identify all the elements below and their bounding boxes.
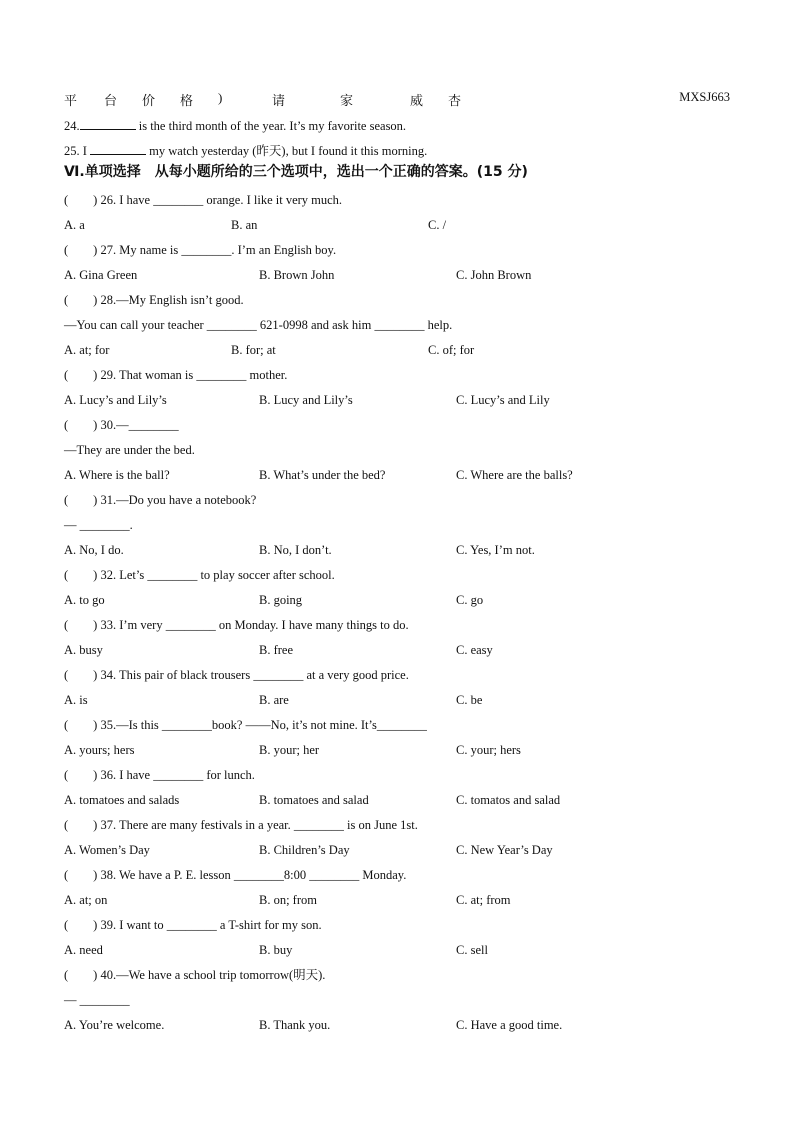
question-27: ( ) 27. My name is ________. I’m an English boy.	[64, 243, 337, 257]
option-b[interactable]: B. What’s under the bed?	[259, 468, 386, 482]
option-c[interactable]: C. easy	[456, 643, 493, 657]
option-c[interactable]: C. Where are the balls?	[456, 468, 573, 482]
option-a[interactable]: A. Gina Green	[64, 268, 138, 282]
option-b[interactable]: B. going	[259, 593, 303, 607]
option-a[interactable]: A. at; on	[64, 893, 108, 907]
header-char: 威	[410, 93, 424, 108]
option-b[interactable]: B. your; her	[259, 743, 320, 757]
question-28-response: —You can call your teacher ________ 621-0998 and ask him ________ help.	[64, 318, 453, 332]
option-c[interactable]: C. your; hers	[456, 743, 521, 757]
option-a[interactable]: A. busy	[64, 643, 103, 657]
option-a[interactable]: A. at; for	[64, 343, 110, 357]
item-number: 25. I	[64, 144, 91, 158]
answer-blank[interactable]	[80, 117, 136, 130]
option-c[interactable]: C. at; from	[456, 893, 511, 907]
question-34: ( ) 34. This pair of black trousers ________ at a very good price.	[64, 668, 409, 682]
option-a[interactable]: A. Lucy’s and Lily’s	[64, 393, 167, 407]
option-c[interactable]: C. John Brown	[456, 268, 532, 282]
option-a[interactable]: A. You’re welcome.	[64, 1018, 165, 1032]
option-b[interactable]: B. buy	[259, 943, 293, 957]
option-c[interactable]: C. be	[456, 693, 483, 707]
header-char: 平	[64, 93, 78, 108]
question-31-response: — ________.	[64, 518, 133, 532]
option-c[interactable]: C. go	[456, 593, 484, 607]
option-a[interactable]: A. No, I do.	[64, 543, 124, 557]
option-b[interactable]: B. free	[259, 643, 294, 657]
header-char: )	[218, 90, 223, 105]
option-a[interactable]: A. yours; hers	[64, 743, 135, 757]
document-code: MXSJ663	[679, 90, 730, 104]
fill-item-25	[64, 142, 427, 159]
question-32: ( ) 32. Let’s ________ to play soccer after school.	[64, 568, 335, 582]
fill-item-24	[64, 117, 406, 134]
option-b[interactable]: B. for; at	[231, 343, 276, 357]
question-40: ( ) 40.—We have a school trip tomorrow(明天).	[64, 968, 326, 982]
question-36: ( ) 36. I have ________ for lunch.	[64, 768, 255, 782]
question-30: ( ) 30.—________	[64, 418, 179, 432]
header-char: 杏	[448, 93, 462, 108]
option-c[interactable]: C. Lucy’s and Lily	[456, 393, 550, 407]
option-c[interactable]: C. Yes, I’m not.	[456, 543, 535, 557]
option-a[interactable]: A. a	[64, 218, 85, 232]
item-number: 24.	[64, 119, 80, 133]
question-29: ( ) 29. That woman is ________ mother.	[64, 368, 288, 382]
option-c[interactable]: C. sell	[456, 943, 488, 957]
option-a[interactable]: A. need	[64, 943, 103, 957]
header-char: 价	[142, 93, 156, 108]
question-30-response: —They are under the bed.	[64, 443, 195, 457]
answer-blank[interactable]	[90, 142, 146, 155]
option-c[interactable]: C. Have a good time.	[456, 1018, 563, 1032]
option-b[interactable]: B. Brown John	[259, 268, 335, 282]
question-38: ( ) 38. We have a P. E. lesson ________8:00 ________ Monday.	[64, 868, 407, 882]
question-35: ( ) 35.—Is this ________book? ——No, it’s not mine. It’s________	[64, 718, 427, 732]
header-char: 家	[340, 93, 354, 108]
option-c[interactable]: C. New Year’s Day	[456, 843, 553, 857]
option-a[interactable]: A. Where is the ball?	[64, 468, 170, 482]
option-b[interactable]: B. Children’s Day	[259, 843, 350, 857]
question-26: ( ) 26. I have ________ orange. I like it very much.	[64, 193, 343, 207]
question-28: ( ) 28.—My English isn’t good.	[64, 293, 244, 307]
option-a[interactable]: A. to go	[64, 593, 105, 607]
question-37: ( ) 37. There are many festivals in a year. ________ is on June 1st.	[64, 818, 418, 832]
page-header	[64, 90, 730, 108]
option-b[interactable]: B. Thank you.	[259, 1018, 331, 1032]
item-text: my watch yesterday (昨天), but I found it this morning.	[146, 144, 428, 158]
option-a[interactable]: A. tomatoes and salads	[64, 793, 180, 807]
question-33: ( ) 33. I’m very ________ on Monday. I have many things to do.	[64, 618, 409, 632]
option-c[interactable]: C. of; for	[428, 343, 475, 357]
option-b[interactable]: B. on; from	[259, 893, 317, 907]
option-b[interactable]: B. tomatoes and salad	[259, 793, 369, 807]
header-char: 格	[180, 93, 194, 108]
option-c[interactable]: C. tomatos and salad	[456, 793, 561, 807]
question-40-response: — ________	[64, 993, 130, 1007]
header-char: 请	[272, 93, 286, 108]
option-b[interactable]: B. an	[231, 218, 258, 232]
option-a[interactable]: A. Women’s Day	[64, 843, 150, 857]
option-b[interactable]: B. No, I don’t.	[259, 543, 332, 557]
item-text: is the third month of the year. It’s my favorite season.	[135, 119, 407, 133]
question-31: ( ) 31.—Do you have a notebook?	[64, 493, 257, 507]
option-a[interactable]: A. is	[64, 693, 88, 707]
question-39: ( ) 39. I want to ________ a T-shirt for my son.	[64, 918, 322, 932]
section-title: Ⅵ.单项选择 从每小题所给的三个选项中，选出一个正确的答案。(15 分)	[64, 164, 528, 180]
option-c[interactable]: C. /	[428, 218, 447, 232]
option-b[interactable]: B. are	[259, 693, 289, 707]
option-b[interactable]: B. Lucy and Lily’s	[259, 393, 353, 407]
header-char: 台	[104, 93, 118, 108]
